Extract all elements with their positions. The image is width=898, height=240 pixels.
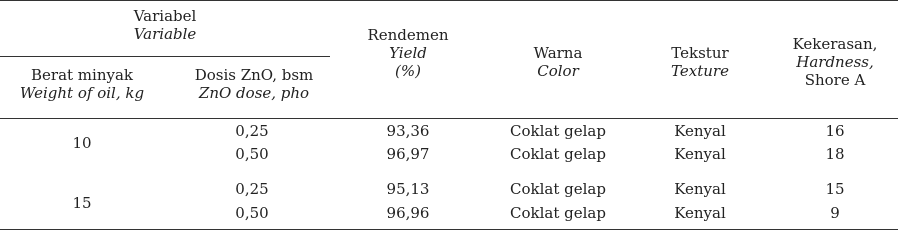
header-berat-id: Berat minyak: [30, 66, 133, 84]
rendemen-cell: 95,13: [386, 180, 430, 198]
header-rendemen-id: Rendemen: [367, 26, 449, 44]
dosis-cell: 0,25: [235, 180, 269, 198]
header-warna: [534, 44, 583, 80]
header-rendemen: [367, 26, 448, 80]
rendemen-cell: 96,96: [386, 204, 430, 222]
berat-cell-group-1: 10: [72, 134, 92, 152]
kekerasan-cell: 15: [825, 180, 845, 198]
header-berat-en: Weight of oil, kg: [19, 84, 145, 102]
tekstur-cell: Kenyal: [674, 122, 726, 140]
header-variabel-en: Variable: [133, 25, 197, 43]
tekstur-cell: Kenyal: [674, 204, 726, 222]
header-kekerasan-id: Kekerasan,: [792, 35, 878, 53]
header-variabel: [134, 7, 197, 43]
tekstur-cell: Kenyal: [674, 145, 726, 163]
header-warna-en: Color: [537, 62, 579, 80]
header-bottom-rule: [0, 118, 898, 119]
header-berat: [20, 66, 144, 102]
header-kekerasan-unit: Shore A: [804, 71, 866, 89]
header-tekstur: [671, 44, 729, 80]
berat-cell-group-2: 15: [72, 194, 92, 212]
header-kekerasan-en: Hardness,: [796, 53, 874, 71]
top-rule: [0, 0, 898, 1]
header-tekstur-id: Tekstur: [671, 44, 729, 62]
header-tekstur-en: Texture: [671, 62, 729, 80]
dosis-cell: 0,50: [235, 204, 269, 222]
header-rendemen-unit: (%): [395, 62, 421, 80]
header-dosis-en: ZnO dose, pho: [198, 84, 310, 102]
header-kekerasan: [793, 35, 878, 89]
kekerasan-cell: 9: [830, 204, 840, 222]
bottom-rule: [0, 229, 898, 230]
rendemen-cell: 96,97: [386, 145, 430, 163]
dosis-cell: 0,25: [235, 122, 269, 140]
tekstur-cell: Kenyal: [674, 180, 726, 198]
dosis-cell: 0,50: [235, 145, 269, 163]
header-variabel-id: Variabel: [133, 7, 197, 25]
warna-cell: Coklat gelap: [510, 122, 606, 140]
kekerasan-cell: 16: [825, 122, 845, 140]
header-warna-id: Warna: [533, 44, 583, 62]
variable-group-rule: [0, 56, 330, 57]
header-dosis-id: Dosis ZnO, bsm: [194, 66, 314, 84]
warna-cell: Coklat gelap: [510, 145, 606, 163]
header-rendemen-en: Yield: [389, 44, 427, 62]
kekerasan-cell: 18: [825, 145, 845, 163]
rendemen-cell: 93,36: [386, 122, 430, 140]
header-dosis: [195, 66, 314, 102]
warna-cell: Coklat gelap: [510, 204, 606, 222]
warna-cell: Coklat gelap: [510, 180, 606, 198]
